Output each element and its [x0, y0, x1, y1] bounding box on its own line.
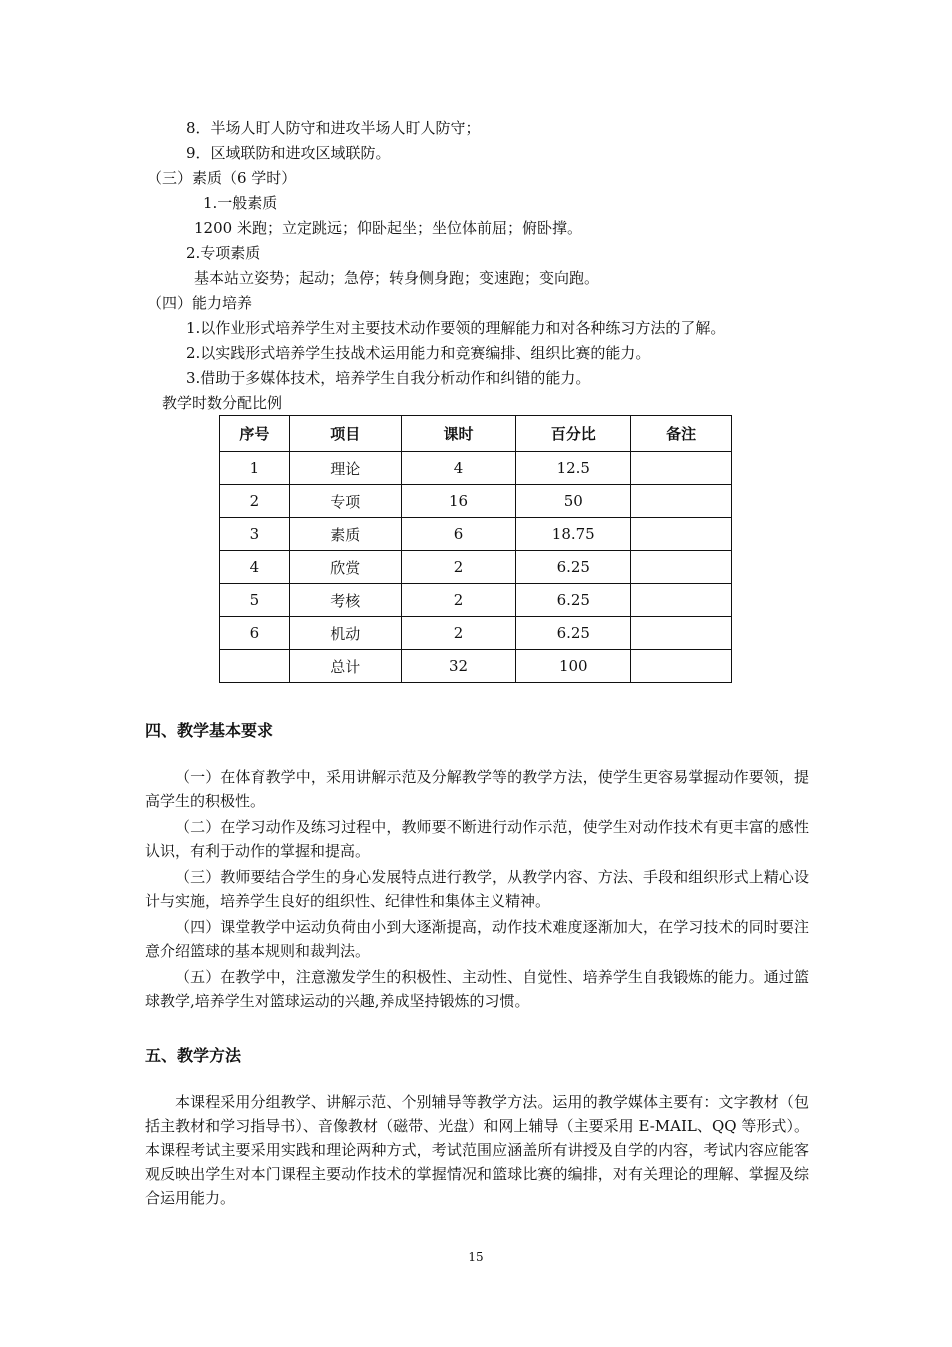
table-row: [220, 485, 732, 518]
cell-remarks: [631, 485, 732, 518]
requirement-paragraph-4: （四）课堂教学中运动负荷由小到大逐渐提高，动作技术难度逐渐加大，在学习技术的同时要注意介绍篮球的基本规则和裁判法。: [145, 918, 809, 960]
cell-hours: 2: [401, 551, 516, 584]
requirement-paragraph-3: （三）教师要结合学生的身心发展特点进行教学，从教学内容、方法、手段和组织形式上精心设计与实施，培养学生良好的组织性、纪律性和集体主义精神。: [145, 868, 809, 910]
cell-index: 2: [220, 485, 290, 518]
sub-item-special-quality: 2.专项素质: [186, 244, 261, 262]
cell-hours: 4: [401, 452, 516, 485]
sub-item-general-quality: 1.一般素质: [203, 194, 278, 212]
cell-item: 欣赏: [289, 551, 401, 584]
table-row: [220, 518, 732, 551]
cell-index: 5: [220, 584, 290, 617]
table-row-total: [220, 650, 732, 683]
page-number: 15: [468, 1250, 484, 1264]
cell-item: 机动: [289, 617, 401, 650]
cell-index: 6: [220, 617, 290, 650]
cell-percent: 6.25: [516, 584, 631, 617]
cell-item: 素质: [289, 518, 401, 551]
cell-index: 1: [220, 452, 290, 485]
cell-remarks: [631, 452, 732, 485]
header-item: 项目: [289, 416, 401, 452]
table-row: [220, 584, 732, 617]
table-header-row: [220, 416, 732, 452]
header-hours: 课时: [401, 416, 516, 452]
general-quality-content: 1200 米跑；立定跳远；仰卧起坐；坐位体前屈；俯卧撑。: [194, 219, 582, 237]
ability-item-2: 2.以实践形式培养学生技战术运用能力和竞赛编排、组织比赛的能力。: [186, 344, 651, 362]
table-caption: 教学时数分配比例: [162, 394, 283, 412]
cell-index: 3: [220, 518, 290, 551]
subsection-heading-ability: （四）能力培养: [147, 294, 253, 312]
cell-hours: 2: [401, 617, 516, 650]
cell-percent: 50: [516, 485, 631, 518]
table-row: [220, 617, 732, 650]
special-quality-content: 基本站立姿势；起动；急停；转身侧身跑；变速跑；变向跑。: [194, 269, 600, 287]
list-item-9: 9．区域联防和进攻区域联防。: [186, 144, 391, 162]
section-heading-requirements: 四、教学基本要求: [145, 721, 274, 740]
cell-remarks: [631, 551, 732, 584]
cell-remarks: [631, 617, 732, 650]
hours-distribution-table: [219, 415, 732, 683]
table-row: [220, 452, 732, 485]
requirement-paragraph-2: （二）在学习动作及练习过程中，教师要不断进行动作示范，使学生对动作技术有更丰富的感性认识，有利于动作的掌握和提高。: [145, 818, 809, 860]
cell-hours: 2: [401, 584, 516, 617]
subsection-heading-quality: （三）素质（6 学时）: [147, 169, 297, 187]
cell-hours: 6: [401, 518, 516, 551]
cell-percent: 12.5: [516, 452, 631, 485]
header-remarks: 备注: [631, 416, 732, 452]
cell-percent: 100: [516, 650, 631, 683]
cell-remarks: [631, 650, 732, 683]
cell-item: 考核: [289, 584, 401, 617]
ability-item-1: 1.以作业形式培养学生对主要技术动作要领的理解能力和对各种练习方法的了解。: [186, 319, 726, 337]
cell-item: 理论: [289, 452, 401, 485]
requirement-paragraph-1: （一）在体育教学中，采用讲解示范及分解教学等的教学方法，使学生更容易掌握动作要领，提高学生的积极性。: [145, 768, 809, 810]
list-item-8: 8．半场人盯人防守和进攻半场人盯人防守；: [186, 119, 481, 137]
cell-item: 专项: [289, 485, 401, 518]
cell-percent: 6.25: [516, 551, 631, 584]
cell-hours: 32: [401, 650, 516, 683]
header-index: 序号: [220, 416, 290, 452]
cell-item: 总计: [289, 650, 401, 683]
cell-remarks: [631, 584, 732, 617]
table-row: [220, 551, 732, 584]
section-heading-methods: 五、教学方法: [145, 1046, 242, 1065]
cell-percent: 18.75: [516, 518, 631, 551]
cell-index: [220, 650, 290, 683]
requirement-paragraph-5: （五）在教学中，注意激发学生的积极性、主动性、自觉性、培养学生自我锻炼的能力。通过篮球教学,培养学生对篮球运动的兴趣,养成坚持锻炼的习惯。: [145, 968, 809, 1010]
header-percent: 百分比: [516, 416, 631, 452]
cell-hours: 16: [401, 485, 516, 518]
ability-item-3: 3.借助于多媒体技术，培养学生自我分析动作和纠错的能力。: [186, 369, 591, 387]
methods-paragraph: 本课程采用分组教学、讲解示范、个别辅导等教学方法。运用的教学媒体主要有：文字教材（包括主教材和学习指导书）、音像教材（磁带、光盘）和网上辅导（主要采用 E-MAIL、QQ 等形式）。本课程考试主要采用实践和理论两种方式，考试范围应涵盖所有讲授及自学的内容，考试内容应能客观反映出学生对本门课程主要动作技术的掌握情况和篮球比赛的编排，对有关理论的理解、掌握及综合运用能力。: [145, 1093, 809, 1207]
cell-index: 4: [220, 551, 290, 584]
cell-remarks: [631, 518, 732, 551]
cell-percent: 6.25: [516, 617, 631, 650]
